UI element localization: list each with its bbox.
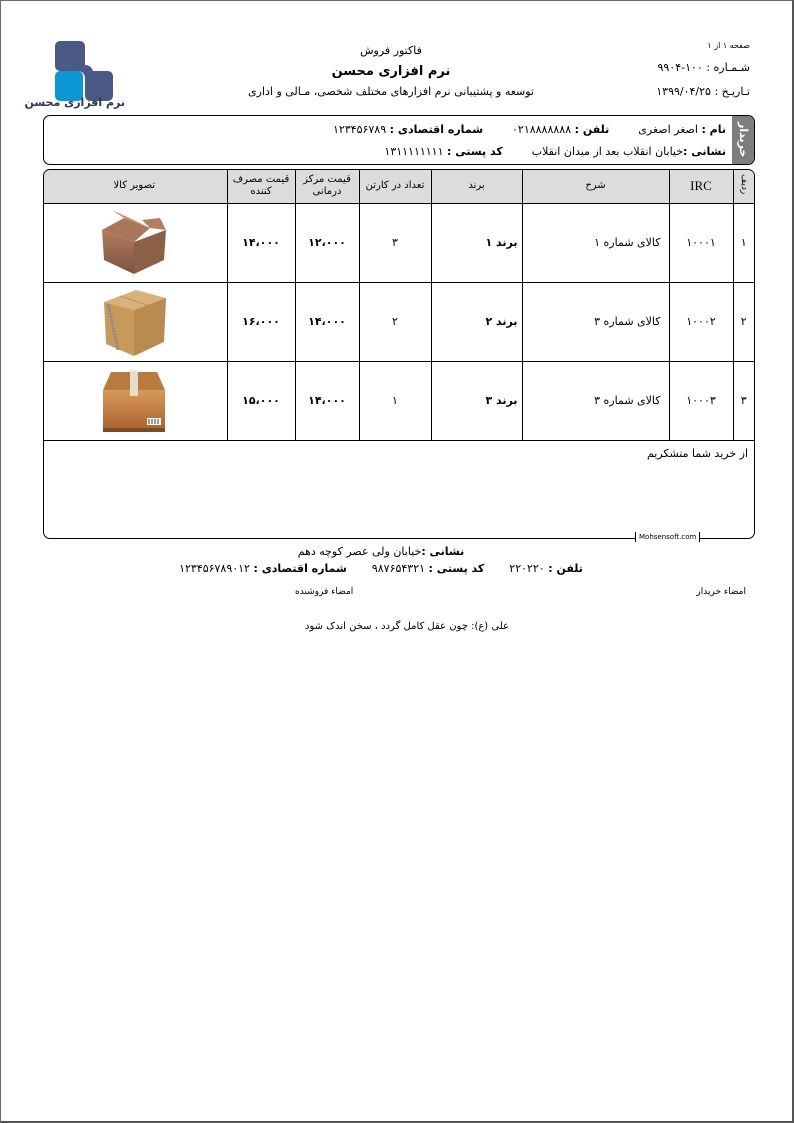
col-header-brand: برند — [431, 170, 522, 203]
cell-row: ۱ — [733, 203, 754, 282]
cell-image — [43, 282, 227, 361]
cell-quantity: ۲ — [359, 282, 431, 361]
taped-box-icon — [99, 368, 169, 434]
cell-center-price: ۱۴،۰۰۰ — [295, 361, 359, 440]
seller-line-1 — [151, 543, 611, 560]
cell-image — [43, 203, 227, 282]
seller-phone-value: ۲۲۰۲۲۰ — [509, 562, 549, 575]
col-header-description: شرح — [522, 170, 669, 203]
table-row — [43, 361, 754, 440]
cell-brand: برند ۱ — [431, 203, 522, 282]
buyer-line-1 — [333, 123, 726, 136]
cell-consumer-price: ۱۶،۰۰۰ — [227, 282, 295, 361]
seller-address-value: خیابان ولی عصر کوچه دهم — [297, 545, 422, 558]
cell-row: ۳ — [733, 361, 754, 440]
footer-quote: علی (ع): چون عقل کامل گردد ، سخن اندک شود — [305, 621, 510, 632]
buyer-econ-value: ۱۲۳۴۵۶۷۸۹ — [332, 123, 390, 136]
note-row — [43, 440, 754, 539]
seller-econ-value: ۱۲۳۴۵۶۷۸۹۰۱۲ — [179, 562, 254, 575]
buyer-phone-label: تلفن : — [574, 123, 610, 136]
buyer-postal-label: کد پستی : — [447, 145, 503, 158]
cell-image — [43, 361, 227, 440]
zipper-box-icon — [94, 286, 174, 358]
col-header-consumer-price: قیمت مصرف کننده — [227, 170, 295, 203]
seller-phone-label: تلفن : — [548, 562, 583, 575]
col-header-center-price: قیمت مرکز درمانی — [295, 170, 359, 203]
col-header-irc: IRC — [669, 170, 733, 203]
cell-center-price: ۱۴،۰۰۰ — [295, 282, 359, 361]
cell-description: کالای شماره ۳ — [522, 282, 669, 361]
buyer-address-value: خیابان انقلاب بعد از میدان انقلاب — [531, 145, 684, 158]
table-header-row — [43, 170, 754, 203]
document-title: فاکتور فروش — [360, 44, 422, 57]
cell-irc: ۱۰۰۰۲ — [669, 282, 733, 361]
cell-center-price: ۱۲،۰۰۰ — [295, 203, 359, 282]
seller-info — [151, 543, 611, 577]
seller-postal-value: ۹۸۷۶۵۴۳۲۱ — [371, 562, 429, 575]
cell-consumer-price: ۱۵،۰۰۰ — [227, 361, 295, 440]
company-name: نرم افزاری محسن — [331, 64, 451, 79]
seller-postal-label: کد پستی : — [428, 562, 485, 575]
page-indicator: صفحه ۱ از ۱ — [707, 41, 750, 50]
buyer-postal-value: ۱۳۱۱۱۱۱۱۱۱ — [384, 145, 447, 158]
cell-quantity: ۳ — [359, 203, 431, 282]
logo-caption: نرم افزاری محسن — [24, 96, 125, 109]
buyer-name-value: اصغر اصغری — [638, 123, 702, 136]
buyer-phone-value: ۰۲۱۸۸۸۸۸۸۸ — [512, 123, 575, 136]
seller-econ-label: شماره اقتصادی : — [253, 562, 347, 575]
cell-description: کالای شماره ۳ — [522, 361, 669, 440]
table-row — [43, 282, 754, 361]
buyer-tab-label: خریدار — [732, 116, 754, 164]
seller-address-label: نشانی : — [421, 545, 465, 558]
invoice-date: تـاریـخ : ۱۳۹۹/۰۴/۲۵ — [656, 85, 750, 98]
col-header-quantity: تعداد در کارتن — [359, 170, 431, 203]
cell-consumer-price: ۱۴،۰۰۰ — [227, 203, 295, 282]
items-table-box — [43, 169, 755, 539]
buyer-address-label: نشانی : — [683, 145, 726, 158]
title-block — [231, 43, 551, 101]
col-header-row: ردیف — [733, 170, 754, 203]
col-header-image: تصویر کالا — [43, 170, 227, 203]
cell-brand: برند ۲ — [431, 282, 522, 361]
buyer-econ-label: شماره اقتصادی : — [389, 123, 484, 136]
cell-row: ۲ — [733, 282, 754, 361]
items-table — [43, 170, 754, 539]
invoice-meta — [656, 39, 750, 103]
buyer-name-label: نام : — [701, 123, 726, 136]
cell-description: کالای شماره ۱ — [522, 203, 669, 282]
buyer-box — [43, 115, 755, 165]
table-row — [43, 203, 754, 282]
cell-irc: ۱۰۰۰۳ — [669, 361, 733, 440]
cell-quantity: ۱ — [359, 361, 431, 440]
seller-signature-label: امضاء فروشنده — [295, 587, 354, 597]
invoice-number: شـمـاره : ۱۰۰-۹۹۰۴ — [657, 61, 750, 74]
cell-brand: برند ۳ — [431, 361, 522, 440]
seller-line-2 — [151, 560, 611, 577]
cell-irc: ۱۰۰۰۱ — [669, 203, 733, 282]
watermark-link: Mohsensoft.com — [635, 532, 700, 542]
company-tagline: توسعه و پشتیبانی نرم افزارهای مختلف شخصی، مـالی و اداری — [248, 85, 534, 98]
thank-you-note: از خرید شما متشکریم — [646, 446, 748, 460]
buyer-signature-label: امضاء خریدار — [696, 587, 746, 597]
buyer-line-2 — [384, 145, 726, 158]
open-box-icon — [94, 208, 174, 278]
